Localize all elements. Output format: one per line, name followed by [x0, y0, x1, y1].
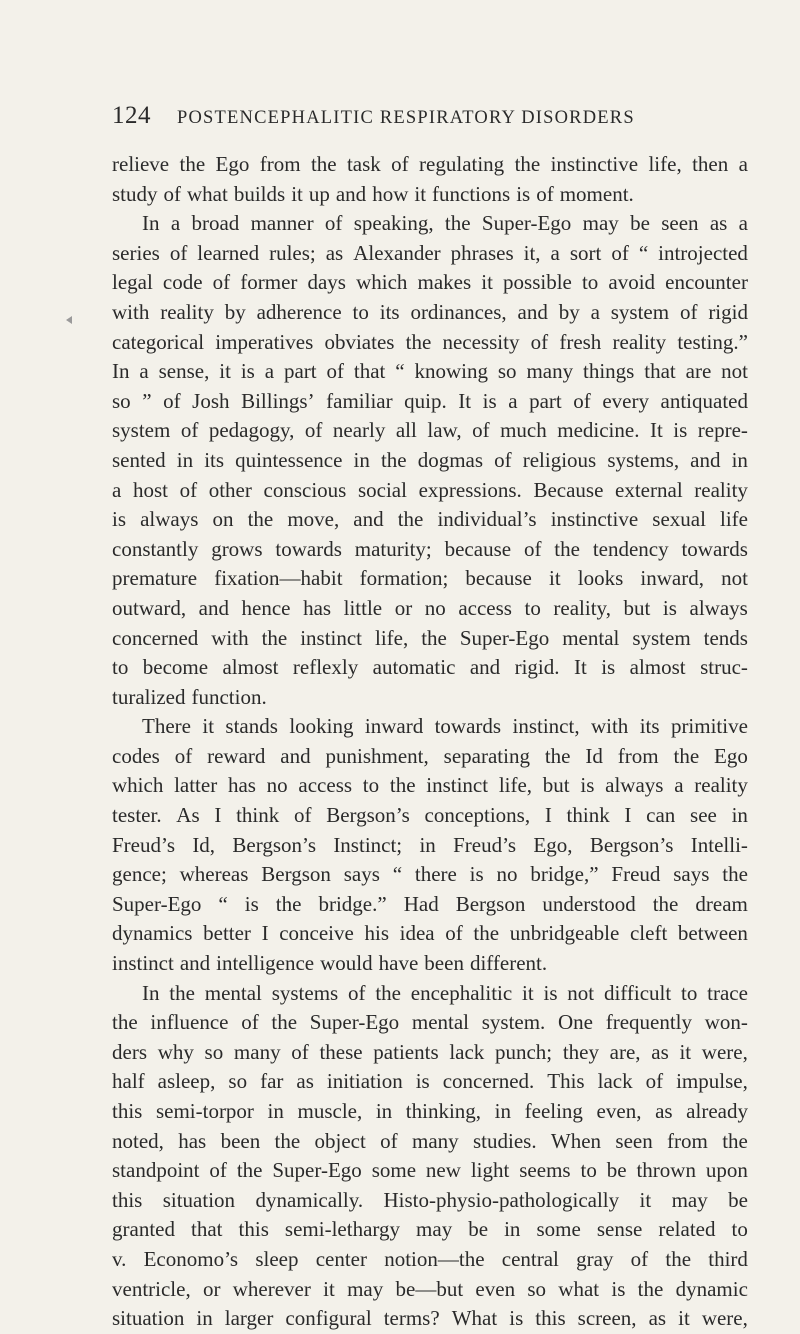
- text-line: sented in its quintessence in the dogmas of religious systems, and in: [112, 447, 748, 472]
- text-line: relieve the Ego from the task of regulating the instinctive life, then a: [112, 152, 748, 176]
- text-line: standpoint of the Super-Ego some new light seems to be thrown upon: [112, 1158, 748, 1183]
- text-line: ders why so many of these patients lack punch; they are, as it were,: [112, 1039, 748, 1064]
- text-line: v. Economo’s sleep center notion—the central gray of the third: [112, 1246, 748, 1271]
- text-line: premature fixation—habit formation; because it looks inward, not: [112, 566, 748, 591]
- text-line: dynamics better I conceive his idea of the unbridgeable cleft between: [112, 921, 748, 946]
- text-line: which latter has no access to the instinct life, but is always a reality: [112, 773, 748, 798]
- text-line: situation in larger configural terms? What is this screen, as it were,: [112, 1306, 748, 1331]
- text-line: In a sense, it is a part of that “ knowing so many things that are not: [112, 359, 748, 384]
- text-line: series of learned rules; as Alexander phrases it, a sort of “ introjected: [112, 240, 748, 265]
- page-number: 124: [112, 102, 151, 129]
- text-line: granted that this semi-lethargy may be in some sense related to: [112, 1217, 748, 1242]
- text-line: legal code of former days which makes it possible to avoid encounter: [112, 270, 748, 295]
- text-line: this situation dynamically. Histo-physio-pathologically it may be: [112, 1187, 748, 1212]
- text-line: There it stands looking inward towards instinct, with its primitive: [142, 714, 748, 739]
- running-head: [112, 102, 748, 142]
- margin-mark-icon: [66, 316, 72, 324]
- text-line: system of pedagogy, of nearly all law, of much medicine. It is repre-: [112, 418, 748, 443]
- text-line: Super-Ego “ is the bridge.” Had Bergson understood the dream: [112, 891, 748, 916]
- text-line: to become almost reflexly automatic and rigid. It is almost struc-: [112, 655, 748, 680]
- text-line: the influence of the Super-Ego mental system. One frequently won-: [112, 1010, 748, 1035]
- text-line: outward, and hence has little or no access to reality, but is always: [112, 595, 748, 620]
- text-line: this semi-torpor in muscle, in thinking, in feeling even, as already: [112, 1099, 748, 1123]
- text-line: concerned with the instinct life, the Super-Ego mental system tends: [112, 625, 748, 650]
- text-line: constantly grows towards maturity; because of the tendency towards: [112, 536, 748, 561]
- text-line: Freud’s Id, Bergson’s Instinct; in Freud’s Ego, Bergson’s Intelli-: [112, 832, 748, 857]
- text-line: turalized function.: [112, 684, 267, 709]
- text-line: categorical imperatives obviates the necessity of fresh reality testing.”: [112, 329, 748, 354]
- text-line: a host of other conscious social expressions. Because external reality: [112, 477, 748, 502]
- text-line: tester. As I think of Bergson’s conceptions, I think I can see in: [112, 803, 748, 828]
- text-line: ventricle, or wherever it may be—but even so what is the dynamic: [112, 1276, 748, 1301]
- text-line: noted, has been the object of many studies. When seen from the: [112, 1128, 748, 1153]
- text-line: half asleep, so far as initiation is concerned. This lack of impulse,: [112, 1069, 748, 1094]
- text-line: is always on the move, and the individual’s instinctive sexual life: [112, 507, 748, 532]
- text-line: instinct and intelligence would have been different.: [112, 951, 548, 976]
- text-line: In a broad manner of speaking, the Super-Ego may be seen as a: [142, 211, 748, 236]
- running-title: POSTENCEPHALITIC RESPIRATORY DISORDERS: [177, 108, 635, 128]
- body-text: [112, 150, 748, 1334]
- text-line: study of what builds it up and how it functions is of moment.: [112, 181, 634, 206]
- text-line: gence; whereas Bergson says “ there is no bridge,” Freud says the: [112, 862, 748, 887]
- text-line: In the mental systems of the encephalitic it is not difficult to trace: [142, 980, 748, 1005]
- text-line: with reality by adherence to its ordinances, and by a system of rigid: [112, 299, 748, 324]
- text-line: so ” of Josh Billings’ familiar quip. It is a part of every antiquated: [112, 388, 748, 413]
- text-line: codes of reward and punishment, separating the Id from the Ego: [112, 743, 748, 768]
